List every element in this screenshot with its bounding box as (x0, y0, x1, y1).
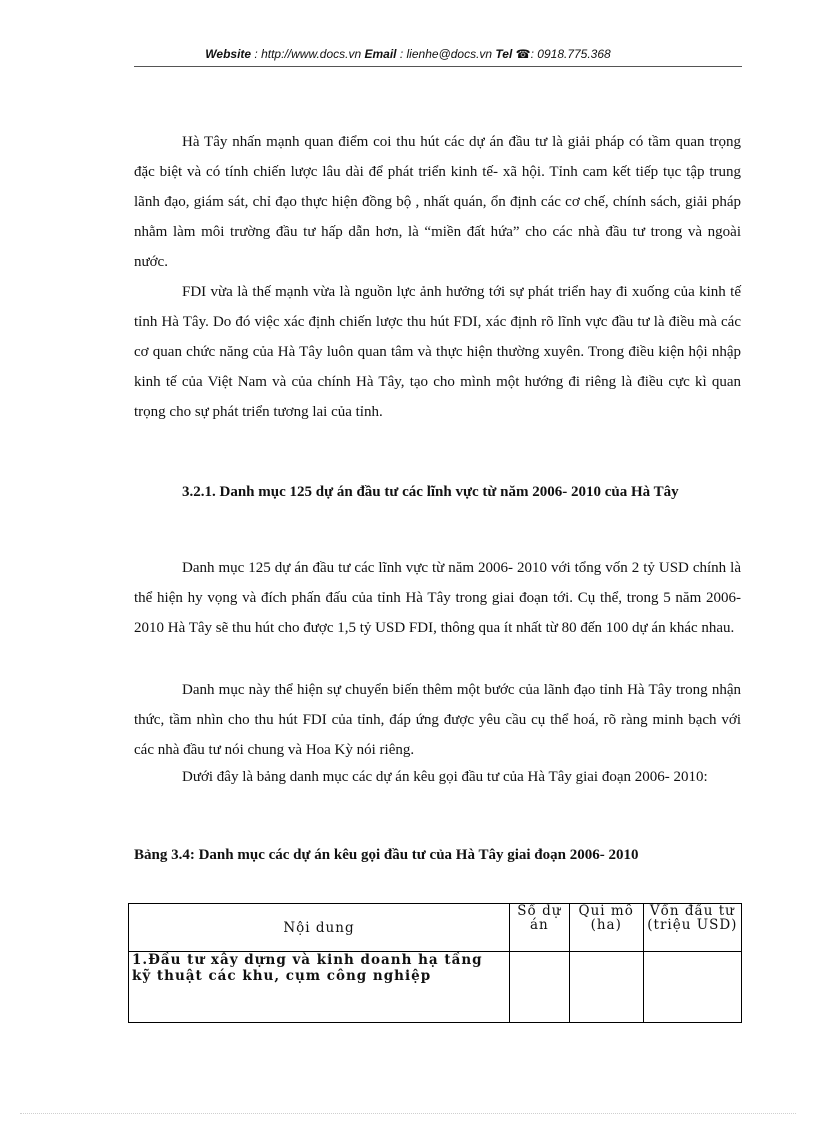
paragraph-5: Dưới đây là bảng danh mục các dự án kêu gọi đầu tư của Hà Tây giai đoạn 2006- 2010: (182, 769, 708, 785)
phone-icon: ☎ (515, 47, 531, 61)
section-heading: 3.2.1. Danh mục 125 dự án đầu tư các lĩnh vực từ năm 2006- 2010 của Hà Tây (182, 484, 679, 500)
tel-label: Tel (495, 47, 513, 61)
col-header-project-count: Số dự án (509, 904, 569, 952)
header-divider (134, 66, 742, 67)
table-cell-project-count (509, 952, 569, 1023)
projects-table (128, 903, 742, 1023)
website-label: Website (205, 47, 252, 61)
paragraph-4: Danh mục này thể hiện sự chuyển biến thêm một bước của lãnh đạo tỉnh Hà Tây trong nhận thức, tầm nhìn cho thu hút FDI của tỉnh, đáp ứng được yêu cầu cụ thể hoá, rõ ràng minh bạch với các nhà đầu tư nói chung và Hoa Kỳ nói riêng. (134, 682, 741, 758)
paragraph-3: Danh mục 125 dự án đầu tư các lĩnh vực từ năm 2006- 2010 với tổng vốn 2 tỷ USD chính là thể hiện hy vọng và đích phấn đấu của tỉnh Hà Tây trong giai đoạn tới. Cụ thể, trong 5 năm 2006- 2010 Hà Tây sẽ thu hút cho được 1,5 tỷ USD FDI, thông qua ít nhất từ 80 đến 100 dự án khác nhau. (134, 560, 741, 636)
email-address[interactable]: : lienhe@docs.vn (399, 47, 493, 61)
col-header-scale: Qui mô (ha) (569, 904, 643, 952)
tel-number: : 0918.775.368 (530, 47, 611, 61)
table-cell-capital (643, 952, 741, 1023)
table-cell-scale (569, 952, 643, 1023)
col-header-content: Nội dung (129, 904, 510, 952)
page-header (0, 47, 816, 61)
paragraph-1: Hà Tây nhấn mạnh quan điểm coi thu hút các dự án đầu tư là giải pháp có tầm quan trọng đặc biệt và có tính chiến lược lâu dài để phát triển kinh tế- xã hội. Tỉnh cam kết tiếp tục tập trung lãnh đạo, giám sát, chỉ đạo thực hiện đồng bộ , nhất quán, ổn định các cơ chế, chính sách, giải pháp nhằm làm môi trường đầu tư hấp dẫn hơn, là “miền đất hứa” cho các nhà đầu tư trong và ngoài nước. (134, 134, 741, 270)
email-label: Email (364, 47, 397, 61)
table-header-row (129, 904, 742, 952)
paragraph-2: FDI vừa là thế mạnh vừa là nguồn lực ảnh hưởng tới sự phát triển hay đi xuống của kinh tế tỉnh Hà Tây. Do đó việc xác định chiến lược thu hút FDI, xác định rõ lĩnh vực đầu tư là điều mà các cơ quan chức năng của Hà Tây luôn quan tâm và thực hiện thường xuyên. Trong điều kiện hội nhập kinh tế của Việt Nam và của chính Hà Tây, tạo cho mình một hướng đi riêng là điều cực kì quan trọng cho sự phát triển tương lai của tỉnh. (134, 284, 741, 420)
website-url[interactable]: : http://www.docs.vn (254, 47, 362, 61)
table-cell-content: 1.Đầu tư xây dựng và kinh doanh hạ tầng kỹ thuật các khu, cụm công nghiệp (129, 952, 510, 1023)
table-caption: Bảng 3.4: Danh mục các dự án kêu gọi đầu tư của Hà Tây giai đoạn 2006- 2010 (134, 847, 639, 863)
page-bottom-border (20, 1113, 796, 1114)
table-row (129, 952, 742, 1023)
col-header-capital: Vốn đầu tư (triệu USD) (643, 904, 741, 952)
